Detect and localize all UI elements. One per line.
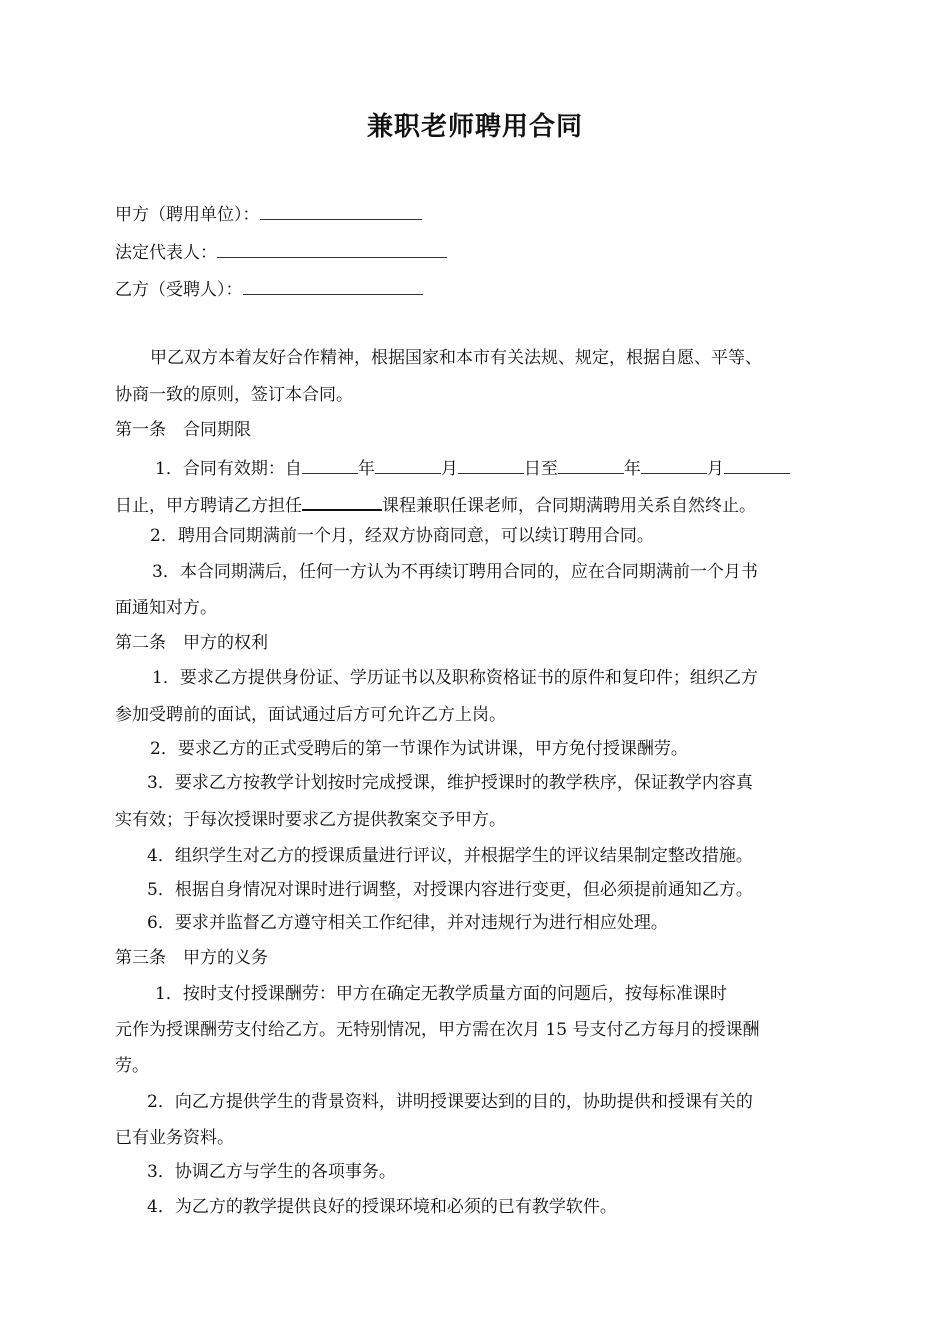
article-3-item-3: 3．协调乙方与学生的各项事务。	[147, 1162, 396, 1182]
term-from-label: 1．合同有效期：自	[155, 459, 302, 479]
article-3-item-1-line-2: 元作为授课酬劳支付给乙方。无特别情况，甲方需在次月 15 号支付乙方每月的授课酬	[115, 1020, 760, 1040]
employment-text: 日止，甲方聘请乙方担任	[115, 496, 302, 516]
party-a-field	[115, 202, 422, 225]
article-3-item-4: 4．为乙方的教学提供良好的授课环境和必须的已有教学软件。	[147, 1197, 617, 1217]
legal-rep-blank	[217, 240, 447, 258]
article-1-item-3-line-1: 3．本合同期满后，任何一方认为不再续订聘用合同的，应在合同期满前一个月书	[152, 562, 758, 582]
month-label: 月	[440, 459, 458, 479]
start-day-blank	[458, 456, 524, 474]
article-1-item-3-line-2: 面通知对方。	[115, 598, 217, 618]
party-b-label: 乙方（受聘人）：	[115, 280, 243, 300]
legal-rep-label: 法定代表人：	[115, 243, 217, 263]
article-3-item-1-line-3: 劳。	[115, 1056, 149, 1076]
article-2-item-1-line-2: 参加受聘前的面试，面试通过后方可允许乙方上岗。	[115, 705, 506, 725]
day-to-label: 日至	[523, 459, 558, 479]
article-3-heading: 第三条 甲方的义务	[115, 948, 268, 968]
document-title: 兼职老师聘用合同	[366, 112, 583, 142]
article-1-item-2: 2．聘用合同期满前一个月，经双方协商同意，可以续订聘用合同。	[150, 526, 654, 546]
legal-rep-field	[115, 240, 447, 263]
party-a-label: 甲方（聘用单位）：	[115, 205, 260, 225]
article-2-item-3-line-2: 实有效；于每次授课时要求乙方提供教案交予甲方。	[115, 810, 506, 830]
intro-line-2: 协商一致的原则，签订本合同。	[115, 385, 353, 405]
article-3-item-2-line-1: 2．向乙方提供学生的背景资料，讲明授课要达到的目的，协助提供和授课有关的	[147, 1092, 753, 1112]
article-3-item-2-line-2: 已有业务资料。	[115, 1128, 234, 1148]
end-year-blank	[558, 456, 624, 474]
employment-text-end: 课程兼职任课老师，合同期满聘用关系自然终止。	[382, 496, 756, 516]
article-2-item-2: 2．要求乙方的正式受聘后的第一节课作为试讲课，甲方免付授课酬劳。	[150, 739, 688, 759]
article-2-heading: 第二条 甲方的权利	[115, 633, 268, 653]
article-2-item-5: 5．根据自身情况对课时进行调整，对授课内容进行变更，但必须提前通知乙方。	[147, 880, 753, 900]
article-2-item-6: 6．要求并监督乙方遵守相关工作纪律，并对违规行为进行相应处理。	[147, 913, 668, 933]
start-year-blank	[302, 456, 358, 474]
party-a-blank	[260, 202, 422, 220]
intro-line-1: 甲乙双方本着友好合作精神，根据国家和本市有关法规、规定，根据自愿、平等、	[150, 348, 762, 368]
article-2-item-4: 4．组织学生对乙方的授课质量进行评议，并根据学生的评议结果制定整改措施。	[147, 846, 753, 866]
start-month-blank	[375, 456, 441, 474]
article-1-item-1-line-2	[115, 492, 756, 516]
article-3-item-1-line-1: 1．按时支付授课酬劳：甲方在确定无教学质量方面的问题后，按每标准课时	[155, 984, 727, 1004]
article-1-heading: 第一条 合同期限	[115, 420, 251, 440]
article-1-item-1-line-1	[155, 456, 790, 479]
year-label: 年	[623, 459, 641, 479]
course-blank	[302, 492, 382, 511]
party-b-blank	[243, 277, 423, 295]
article-2-item-1-line-1: 1．要求乙方提供身份证、学历证书以及职称资格证书的原件和复印件；组织乙方	[152, 668, 758, 688]
year-label: 年	[357, 459, 375, 479]
end-day-blank	[724, 456, 790, 474]
end-month-blank	[641, 456, 707, 474]
party-b-field	[115, 277, 423, 300]
article-2-item-3-line-1: 3．要求乙方按教学计划按时完成授课，维护授课时的教学秩序，保证教学内容真	[147, 773, 753, 793]
month-label: 月	[706, 459, 724, 479]
